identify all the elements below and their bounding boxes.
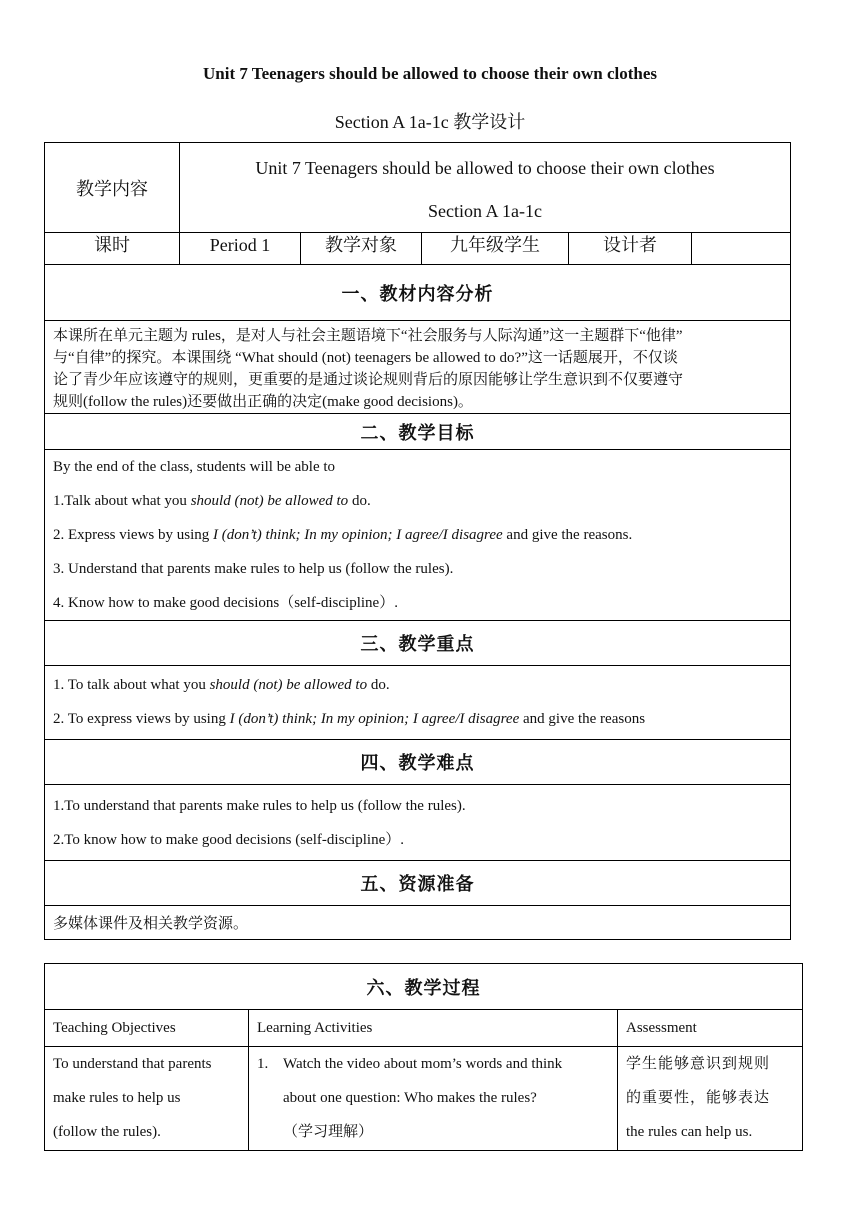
section-heading-resources: 五、资源准备 — [45, 861, 791, 906]
content-line-1: Unit 7 Teenagers should be allowed to choose their own clothes — [255, 157, 715, 178]
difficulty-item: 2.To know how to make good decisions (self-discipline）. — [53, 832, 404, 848]
assessment-cell: 学生能够意识到规则 的重要性，能够表达 the rules can help us. — [618, 1047, 803, 1151]
column-header-assessment: Assessment — [618, 1010, 803, 1047]
content-row — [45, 143, 791, 233]
difficulties-list — [45, 785, 791, 861]
section-heading-analysis: 一、教材内容分析 — [45, 265, 791, 321]
analysis-text — [45, 321, 791, 414]
analysis-line: 论了青少年应该遵守的规则，更重要的是通过谈论规则背后的原因能够让学生意识到不仅要遵守 — [53, 372, 684, 388]
key-point-item: 1. To talk about what you should (not) be allowed to do. — [53, 677, 390, 693]
difficulty-item: 1.To understand that parents make rules to help us (follow the rules). — [53, 798, 466, 814]
column-header-objectives: Teaching Objectives — [45, 1010, 249, 1047]
resources-text: 多媒体课件及相关教学资源。 — [45, 906, 791, 940]
key-point-item: 2. To express views by using I (don’t) think; In my opinion; I agree/I disagree and give the reasons — [53, 711, 646, 727]
activity-cell: 1. Watch the video about mom’s words and think about one question: Who makes the rules? （学习理解） — [249, 1047, 618, 1151]
period-value: Period 1 — [180, 233, 301, 265]
designer-label: 设计者 — [569, 233, 692, 265]
period-label: 课时 — [45, 233, 180, 265]
target-label: 教学对象 — [301, 233, 422, 265]
target-value: 九年级学生 — [422, 233, 569, 265]
teaching-process-table — [44, 963, 803, 1151]
objectives-intro: By the end of the class, students will be able to — [53, 459, 336, 475]
key-points-list — [45, 666, 791, 740]
section-heading-key-points: 三、教学重点 — [45, 621, 791, 666]
objective-cell: To understand that parents make rules to help us (follow the rules). — [45, 1047, 249, 1151]
objective-item: 1.Talk about what you should (not) be allowed to do. — [53, 493, 371, 509]
section-heading-process: 六、教学过程 — [45, 964, 803, 1010]
section-heading-objectives: 二、教学目标 — [45, 414, 791, 450]
content-line-2: Section A 1a-1c — [428, 200, 542, 221]
section-heading-difficulties: 四、教学难点 — [45, 740, 791, 785]
objective-item: 2. Express views by using I (don’t) think; In my opinion; I agree/I disagree and give the reasons. — [53, 527, 633, 543]
document-title: Unit 7 Teenagers should be allowed to choose their own clothes — [203, 64, 657, 83]
analysis-line: 本课所在单元主题为 rules，是对人与社会主题语境下“社会服务与人际沟通”这一主题群下“他律” — [53, 328, 683, 344]
analysis-line: 与“自律”的探究。本课围绕 “What should (not) teenagers be allowed to do?”这一话题展开，不仅谈 — [53, 350, 678, 366]
table-row — [45, 1047, 803, 1151]
lesson-plan-table — [44, 142, 791, 940]
column-header-activities: Learning Activities — [249, 1010, 618, 1047]
designer-value — [692, 233, 791, 265]
info-row — [45, 233, 791, 265]
content-label: 教学内容 — [45, 143, 180, 233]
document-subtitle: Section A 1a-1c 教学设计 — [334, 112, 526, 132]
objective-item: 3. Understand that parents make rules to help us (follow the rules). — [53, 561, 454, 577]
content-value — [180, 143, 791, 233]
objectives-list — [45, 450, 791, 621]
objective-item: 4. Know how to make good decisions（self-discipline）. — [53, 595, 398, 611]
activity-number: 1. — [257, 1056, 269, 1072]
analysis-line: 规则(follow the rules)还要做出正确的决定(make good decisions)。 — [53, 394, 473, 410]
